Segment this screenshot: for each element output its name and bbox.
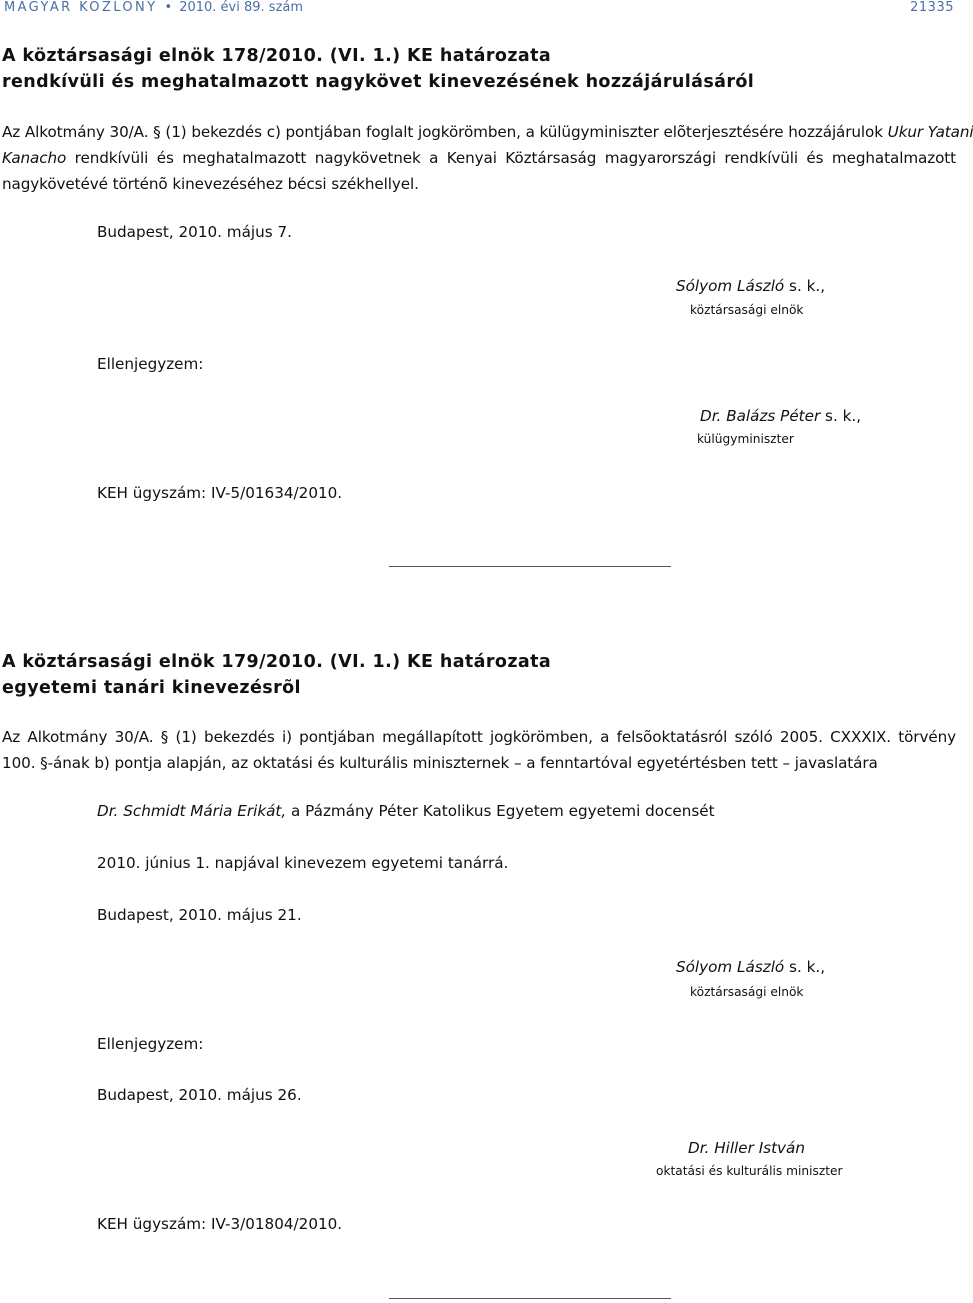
decree2-appointment: 2010. június 1. napjával kinevezem egyetemi tanárrá. — [97, 854, 509, 872]
appointee-name: Dr. Schmidt Mária Erikát, — [97, 802, 287, 820]
decree2-signer-name: Sólyom László s. k., — [676, 958, 826, 976]
decree1-countersign-label: Ellenjegyzem: — [97, 355, 204, 373]
issue-number: 2010. évi 89. szám — [179, 0, 304, 15]
journal-name: MAGYAR KÖZLÖNY — [4, 0, 158, 15]
decree2-signer-role: köztársasági elnök — [690, 985, 804, 999]
decree1-title-line1: A köztársasági elnök 178/2010. (VI. 1.) KE határozata — [2, 46, 552, 66]
decree1-date: Budapest, 2010. május 7. — [97, 223, 292, 241]
decree2-title — [2, 649, 902, 701]
decree1-signer-role: köztársasági elnök — [690, 303, 804, 317]
nominee-family-name: Kanacho — [2, 149, 67, 167]
decree1-body-line2: Kanacho rendkívüli és meghatalmazott nagykövetnek a Kenyai Köztársaság magyarországi rendkívüli és meghatalmazott — [2, 149, 956, 167]
decree2-countersign-label: Ellenjegyzem: — [97, 1035, 204, 1053]
decree2-title-line2: egyetemi tanári kinevezésrõl — [2, 678, 301, 698]
bottom-divider — [389, 1298, 671, 1299]
decree1-countersigner-role: külügyminiszter — [697, 432, 794, 446]
nominee-given-name: Ukur Yatani — [887, 123, 973, 141]
decree2-title-line1: A köztársasági elnök 179/2010. (VI. 1.) KE határozata — [2, 652, 552, 672]
decree1-body-line1: Az Alkotmány 30/A. § (1) bekezdés c) pontjában foglalt jogkörömben, a külügyminiszter elõterjesztésére hozzájárulok Ukur Yatani — [2, 123, 973, 141]
section-divider — [389, 566, 671, 567]
decree2-case-number: KEH ügyszám: IV-3/01804/2010. — [97, 1215, 343, 1233]
decree1-title-line2: rendkívüli és meghatalmazott nagykövet kinevezésének hozzájárulásáról — [2, 72, 755, 92]
decree2-countersign-date: Budapest, 2010. május 26. — [97, 1086, 302, 1104]
page-number: 21335 — [910, 0, 954, 15]
running-header — [4, 0, 303, 15]
decree1-body — [2, 119, 973, 197]
decree2-countersigner-role: oktatási és kulturális miniszter — [656, 1164, 843, 1178]
decree1-countersigner-name: Dr. Balázs Péter s. k., — [700, 407, 862, 425]
decree2-body-line1: Az Alkotmány 30/A. § (1) bekezdés i) pontjában megállapított jogkörömben, a felsõoktatásról szóló 2005. CXXXIX. törvény — [2, 728, 956, 746]
decree2-date: Budapest, 2010. május 21. — [97, 906, 302, 924]
decree1-signer-name: Sólyom László s. k., — [676, 277, 826, 295]
decree2-countersigner-name: Dr. Hiller István — [688, 1139, 805, 1157]
decree1-title — [2, 43, 902, 95]
decree2-appointee: Dr. Schmidt Mária Erikát, a Pázmány Péter Katolikus Egyetem egyetemi docensét — [97, 802, 715, 820]
decree2-body — [2, 724, 956, 776]
decree1-case-number: KEH ügyszám: IV-5/01634/2010. — [97, 484, 343, 502]
decree1-body-line3: nagykövetévé történõ kinevezéséhez bécsi székhellyel. — [2, 175, 419, 193]
decree2-body-line2: 100. §-ának b) pontja alapján, az oktatási és kulturális miniszternek – a fenntartóval egyetértésben tett – javaslatára — [2, 754, 878, 772]
header-bullet: • — [164, 0, 173, 15]
